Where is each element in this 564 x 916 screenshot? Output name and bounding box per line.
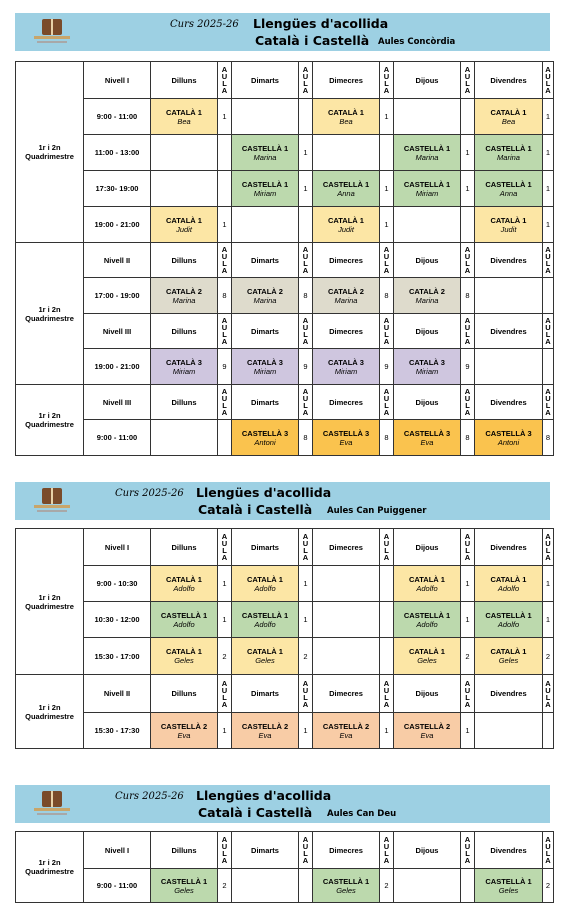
class-cell: CATALÀ 2 Marina	[151, 278, 218, 314]
day-header: Divendres	[475, 314, 543, 349]
empty-cell	[394, 99, 461, 135]
room-number: 1	[218, 566, 232, 602]
aules-label: Aules Can Deu	[327, 809, 397, 819]
time-slot: 9:00 - 11:00	[84, 869, 151, 903]
day-header: Dimarts	[232, 675, 299, 713]
aula-header: A U L A	[299, 243, 313, 278]
empty-cell	[313, 602, 380, 638]
room-number: 1	[218, 602, 232, 638]
time-slot: 10:30 - 12:00	[84, 602, 151, 638]
day-header: Dimecres	[313, 832, 380, 869]
day-header: Divendres	[475, 62, 543, 99]
room-number: 1	[543, 566, 554, 602]
empty-cell	[218, 420, 232, 456]
empty-cell	[380, 602, 394, 638]
room-number: 1	[461, 602, 475, 638]
day-header: Dimecres	[313, 385, 380, 420]
aula-header: A U L A	[218, 832, 232, 869]
room-number: 1	[380, 99, 394, 135]
aula-header: A U L A	[218, 675, 232, 713]
time-slot: 17:00 - 19:00	[84, 278, 151, 314]
day-header: Divendres	[475, 243, 543, 278]
class-cell: CATALÀ 1 Judit	[475, 207, 543, 243]
room-number: 1	[218, 207, 232, 243]
room-number: 1	[380, 207, 394, 243]
class-cell: CASTELLÀ 1 Geles	[313, 869, 380, 903]
aula-header: A U L A	[218, 385, 232, 420]
empty-cell	[543, 349, 554, 385]
room-number: 1	[461, 566, 475, 602]
quadrimestre-label: 1r i 2n Quadrimestre	[16, 385, 84, 456]
time-slot: 15:30 - 17:00	[84, 638, 151, 675]
class-cell: CATALÀ 1 Judit	[313, 207, 380, 243]
day-header: Divendres	[475, 385, 543, 420]
book-icon	[42, 488, 62, 504]
school-logo	[34, 19, 70, 45]
class-cell: CATALÀ 1 Geles	[475, 638, 543, 675]
title-llengues: Llengües d'acollida	[196, 485, 332, 500]
aula-header: A U L A	[299, 832, 313, 869]
class-cell: CASTELLÀ 2 Eva	[313, 713, 380, 749]
schedule-table	[15, 831, 554, 903]
room-number: 9	[380, 349, 394, 385]
header-band	[15, 13, 550, 51]
time-slot: 17:30- 19:00	[84, 171, 151, 207]
aula-header: A U L A	[543, 243, 554, 278]
day-header: Dilluns	[151, 385, 218, 420]
room-number: 2	[461, 638, 475, 675]
empty-cell	[461, 207, 475, 243]
aula-header: A U L A	[299, 675, 313, 713]
aula-header: A U L A	[543, 832, 554, 869]
empty-cell	[313, 638, 380, 675]
room-number: 1	[543, 207, 554, 243]
day-header: Divendres	[475, 832, 543, 869]
room-number: 1	[461, 171, 475, 207]
room-number: 8	[461, 420, 475, 456]
book-icon	[42, 19, 62, 35]
day-header: Dimarts	[232, 314, 299, 349]
room-number: 2	[543, 638, 554, 675]
class-cell: CASTELLÀ 1 Adolfo	[475, 602, 543, 638]
room-number: 2	[218, 638, 232, 675]
day-header: Dijous	[394, 314, 461, 349]
header-band	[15, 482, 550, 520]
level-label: Nivell III	[84, 314, 151, 349]
day-header: Dilluns	[151, 62, 218, 99]
empty-cell	[232, 207, 299, 243]
room-number: 8	[299, 420, 313, 456]
day-header: Dimarts	[232, 832, 299, 869]
room-number: 9	[461, 349, 475, 385]
class-cell: CATALÀ 3 Miriam	[313, 349, 380, 385]
empty-cell	[543, 713, 554, 749]
room-number: 1	[380, 713, 394, 749]
empty-cell	[299, 869, 313, 903]
class-cell: CASTELLÀ 1 Anna	[475, 171, 543, 207]
room-number: 1	[380, 171, 394, 207]
aula-header: A U L A	[543, 529, 554, 566]
empty-cell	[313, 135, 380, 171]
class-cell: CATALÀ 1 Geles	[151, 638, 218, 675]
class-cell: CASTELLÀ 2 Eva	[151, 713, 218, 749]
empty-cell	[461, 99, 475, 135]
title-catala-castella: Català i Castellà	[198, 805, 313, 820]
class-cell: CATALÀ 1 Adolfo	[475, 566, 543, 602]
level-label: Nivell I	[84, 62, 151, 99]
room-number: 1	[543, 602, 554, 638]
day-header: Dimecres	[313, 62, 380, 99]
school-logo	[34, 791, 70, 817]
time-slot: 9:00 - 11:00	[84, 420, 151, 456]
class-cell: CASTELLÀ 1 Geles	[151, 869, 218, 903]
class-cell: CASTELLÀ 1 Adolfo	[151, 602, 218, 638]
aula-header: A U L A	[543, 314, 554, 349]
class-cell: CASTELLÀ 3 Antoni	[475, 420, 543, 456]
room-number: 1	[299, 566, 313, 602]
aules-label: Aules Concòrdia	[378, 37, 456, 47]
quadrimestre-label: 1r i 2n Quadrimestre	[16, 832, 84, 903]
room-number: 1	[543, 135, 554, 171]
aula-header: A U L A	[299, 314, 313, 349]
class-cell: CASTELLÀ 3 Antoni	[232, 420, 299, 456]
quadrimestre-label: 1r i 2n Quadrimestre	[16, 243, 84, 385]
day-header: Dimecres	[313, 243, 380, 278]
aula-header: A U L A	[380, 385, 394, 420]
aula-header: A U L A	[461, 832, 475, 869]
day-header: Divendres	[475, 675, 543, 713]
aula-header: A U L A	[218, 314, 232, 349]
class-cell: CATALÀ 1 Bea	[313, 99, 380, 135]
class-cell: CATALÀ 2 Marina	[232, 278, 299, 314]
day-header: Dijous	[394, 529, 461, 566]
title-catala-castella: Català i Castellà	[255, 33, 370, 48]
class-cell: CASTELLÀ 1 Marina	[394, 135, 461, 171]
quadrimestre-label: 1r i 2n Quadrimestre	[16, 675, 84, 749]
aula-header: A U L A	[218, 243, 232, 278]
room-number: 8	[380, 420, 394, 456]
time-slot: 15:30 - 17:30	[84, 713, 151, 749]
class-cell: CATALÀ 2 Marina	[394, 278, 461, 314]
empty-cell	[475, 713, 543, 749]
day-header: Dilluns	[151, 314, 218, 349]
empty-cell	[299, 207, 313, 243]
class-cell: CASTELLÀ 1 Marina	[232, 135, 299, 171]
aula-header: A U L A	[380, 832, 394, 869]
room-number: 8	[380, 278, 394, 314]
day-header: Divendres	[475, 529, 543, 566]
aula-header: A U L A	[299, 62, 313, 99]
school-logo	[34, 488, 70, 514]
room-number: 1	[543, 171, 554, 207]
room-number: 8	[299, 278, 313, 314]
empty-cell	[313, 566, 380, 602]
title-catala-castella: Català i Castellà	[198, 502, 313, 517]
day-header: Dimecres	[313, 529, 380, 566]
room-number: 1	[299, 713, 313, 749]
day-header: Dimecres	[313, 314, 380, 349]
room-number: 2	[543, 869, 554, 903]
class-cell: CATALÀ 3 Miriam	[151, 349, 218, 385]
class-cell: CATALÀ 1 Bea	[475, 99, 543, 135]
class-cell: CATALÀ 1 Adolfo	[232, 566, 299, 602]
class-cell: CATALÀ 1 Judit	[151, 207, 218, 243]
room-number: 9	[218, 349, 232, 385]
day-header: Dijous	[394, 385, 461, 420]
aula-header: A U L A	[461, 675, 475, 713]
class-cell: CASTELLÀ 3 Eva	[394, 420, 461, 456]
empty-cell	[394, 207, 461, 243]
curs-label: Curs 2025-26	[115, 791, 184, 802]
quadrimestre-label: 1r i 2n Quadrimestre	[16, 62, 84, 243]
empty-cell	[543, 278, 554, 314]
curs-label: Curs 2025-26	[170, 19, 239, 30]
day-header: Dijous	[394, 832, 461, 869]
empty-cell	[232, 99, 299, 135]
empty-cell	[475, 349, 543, 385]
header-band	[15, 785, 550, 823]
time-slot: 9:00 - 11:00	[84, 99, 151, 135]
aula-header: A U L A	[543, 675, 554, 713]
level-label: Nivell II	[84, 675, 151, 713]
class-cell: CASTELLÀ 1 Adolfo	[394, 602, 461, 638]
aula-header: A U L A	[299, 385, 313, 420]
class-cell: CASTELLÀ 3 Eva	[313, 420, 380, 456]
book-icon	[42, 791, 62, 807]
curs-label: Curs 2025-26	[115, 488, 184, 499]
class-cell: CASTELLÀ 1 Miriam	[394, 171, 461, 207]
empty-cell	[299, 99, 313, 135]
class-cell: CASTELLÀ 1 Anna	[313, 171, 380, 207]
aula-header: A U L A	[299, 529, 313, 566]
aula-header: A U L A	[380, 243, 394, 278]
class-cell: CASTELLÀ 1 Geles	[475, 869, 543, 903]
room-number: 1	[299, 602, 313, 638]
level-label: Nivell I	[84, 529, 151, 566]
class-cell: CATALÀ 2 Marina	[313, 278, 380, 314]
aula-header: A U L A	[380, 675, 394, 713]
empty-cell	[151, 135, 218, 171]
class-cell: CATALÀ 1 Adolfo	[151, 566, 218, 602]
room-number: 2	[380, 869, 394, 903]
aula-header: A U L A	[380, 314, 394, 349]
quadrimestre-label: 1r i 2n Quadrimestre	[16, 529, 84, 675]
class-cell: CASTELLÀ 1 Adolfo	[232, 602, 299, 638]
day-header: Dilluns	[151, 675, 218, 713]
room-number: 1	[461, 135, 475, 171]
aules-label: Aules Can Puiggener	[327, 506, 427, 516]
class-cell: CASTELLÀ 1 Miriam	[232, 171, 299, 207]
day-header: Dimarts	[232, 385, 299, 420]
empty-cell	[232, 869, 299, 903]
time-slot: 11:00 - 13:00	[84, 135, 151, 171]
day-header: Dimarts	[232, 243, 299, 278]
time-slot: 19:00 - 21:00	[84, 207, 151, 243]
title-llengues: Llengües d'acollida	[196, 788, 332, 803]
time-slot: 19:00 - 21:00	[84, 349, 151, 385]
time-slot: 9:00 - 10:30	[84, 566, 151, 602]
room-number: 1	[461, 713, 475, 749]
room-number: 1	[299, 135, 313, 171]
empty-cell	[218, 135, 232, 171]
empty-cell	[151, 420, 218, 456]
aula-header: A U L A	[380, 62, 394, 99]
aula-header: A U L A	[218, 529, 232, 566]
empty-cell	[218, 171, 232, 207]
class-cell: CASTELLÀ 2 Eva	[394, 713, 461, 749]
title-llengues: Llengües d'acollida	[253, 16, 389, 31]
empty-cell	[475, 278, 543, 314]
aula-header: A U L A	[543, 385, 554, 420]
room-number: 2	[299, 638, 313, 675]
level-label: Nivell II	[84, 243, 151, 278]
room-number: 1	[218, 99, 232, 135]
day-header: Dimarts	[232, 62, 299, 99]
level-label: Nivell I	[84, 832, 151, 869]
empty-cell	[380, 566, 394, 602]
empty-cell	[380, 135, 394, 171]
aula-header: A U L A	[461, 314, 475, 349]
aula-header: A U L A	[461, 529, 475, 566]
class-cell: CATALÀ 1 Geles	[232, 638, 299, 675]
schedule-table	[15, 61, 554, 456]
empty-cell	[380, 638, 394, 675]
level-label: Nivell III	[84, 385, 151, 420]
room-number: 8	[218, 278, 232, 314]
room-number: 8	[461, 278, 475, 314]
day-header: Dilluns	[151, 832, 218, 869]
class-cell: CASTELLÀ 1 Marina	[475, 135, 543, 171]
room-number: 1	[218, 713, 232, 749]
aula-header: A U L A	[461, 62, 475, 99]
day-header: Dimecres	[313, 675, 380, 713]
day-header: Dimarts	[232, 529, 299, 566]
empty-cell	[151, 171, 218, 207]
day-header: Dijous	[394, 243, 461, 278]
aula-header: A U L A	[461, 385, 475, 420]
room-number: 2	[218, 869, 232, 903]
empty-cell	[461, 869, 475, 903]
class-cell: CATALÀ 3 Miriam	[232, 349, 299, 385]
class-cell: CASTELLÀ 2 Eva	[232, 713, 299, 749]
day-header: Dilluns	[151, 529, 218, 566]
class-cell: CATALÀ 1 Bea	[151, 99, 218, 135]
class-cell: CATALÀ 3 Miriam	[394, 349, 461, 385]
room-number: 1	[299, 171, 313, 207]
aula-header: A U L A	[380, 529, 394, 566]
aula-header: A U L A	[461, 243, 475, 278]
room-number: 1	[543, 99, 554, 135]
room-number: 9	[299, 349, 313, 385]
aula-header: A U L A	[218, 62, 232, 99]
class-cell: CATALÀ 1 Geles	[394, 638, 461, 675]
day-header: Dilluns	[151, 243, 218, 278]
day-header: Dijous	[394, 675, 461, 713]
aula-header: A U L A	[543, 62, 554, 99]
day-header: Dijous	[394, 62, 461, 99]
schedule-table	[15, 528, 554, 749]
class-cell: CATALÀ 1 Adolfo	[394, 566, 461, 602]
empty-cell	[394, 869, 461, 903]
room-number: 8	[543, 420, 554, 456]
